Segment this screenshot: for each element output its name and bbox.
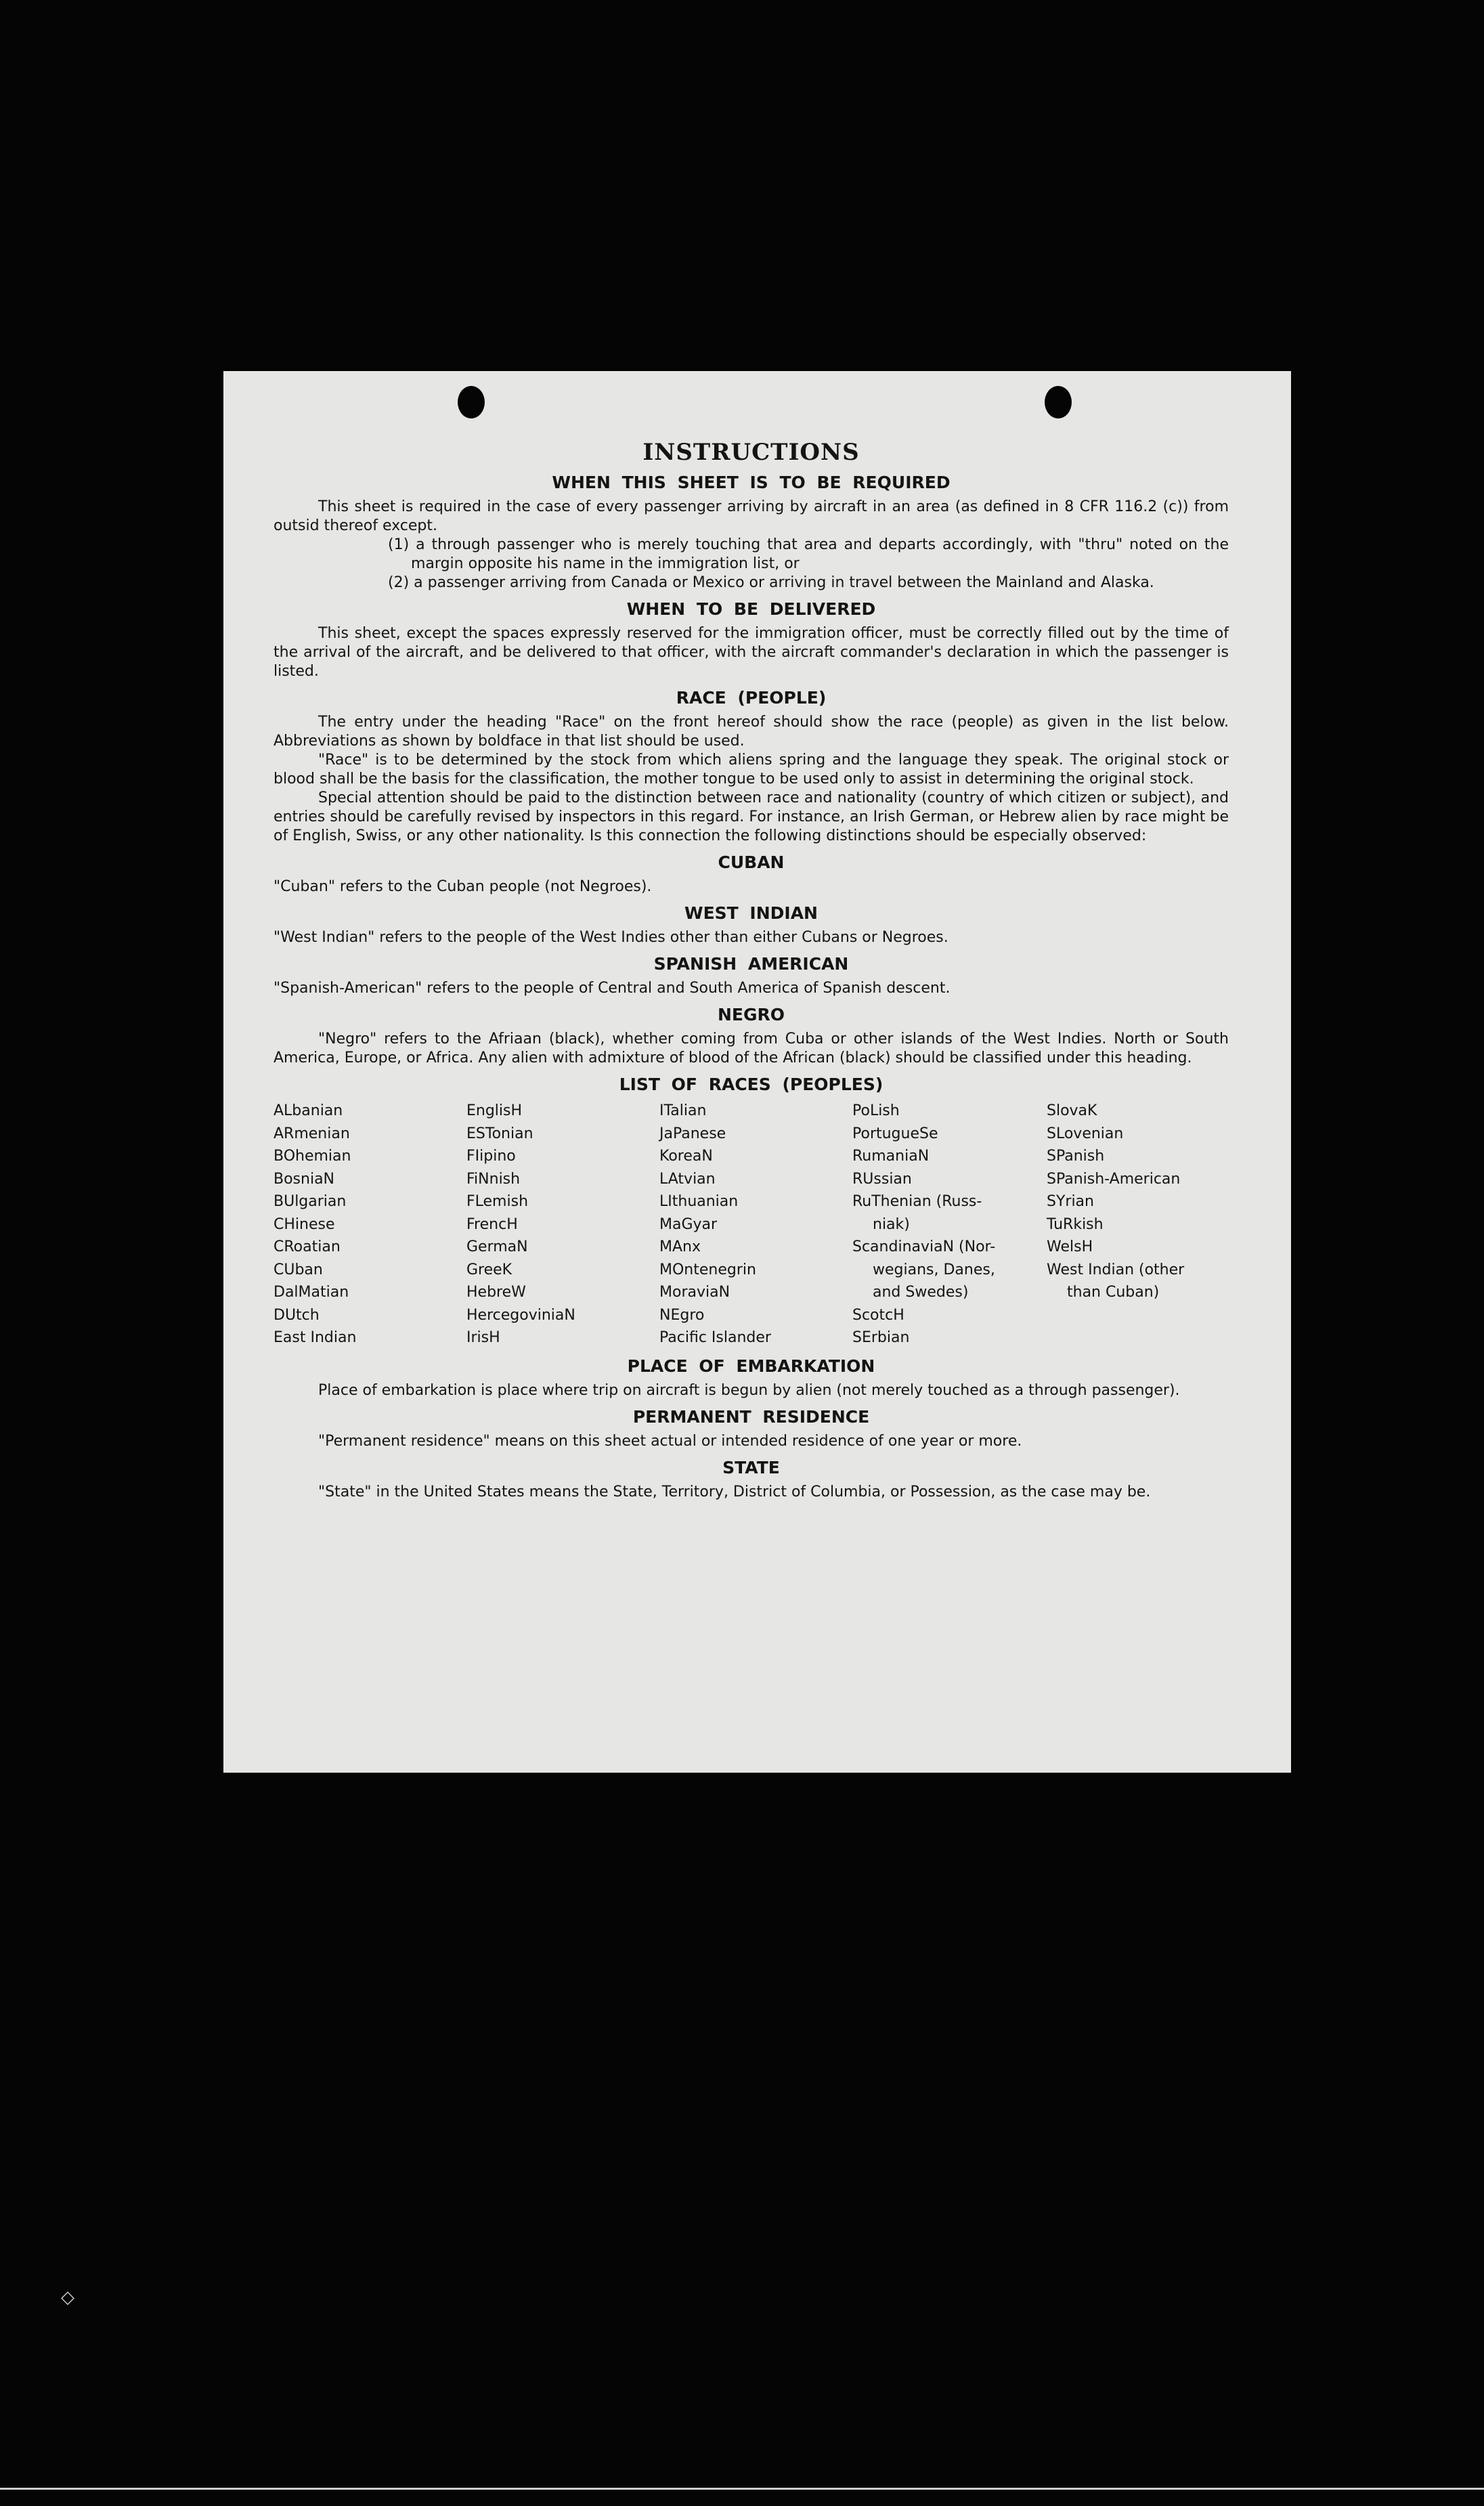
race-entry: WelsH — [1047, 1238, 1093, 1255]
race-entry: KoreaN — [659, 1148, 713, 1165]
race-entry: MaGyar — [659, 1215, 718, 1233]
state-text: "State" in the United States means the State, Territory, District of Columbia, or Possession, as the case may be. — [318, 1483, 1151, 1500]
race-entry: IrisH — [466, 1329, 500, 1346]
race-entry: HercegoviniaN — [466, 1306, 575, 1324]
race-entry: CRoatian — [274, 1238, 341, 1255]
race-entry: NEgro — [659, 1306, 705, 1324]
when-required-item-1: (1) a through passenger who is merely touching that area and departs accordingly, with "thru" noted on the margin opposite his name in the immigration list, or — [388, 536, 1229, 572]
race-entry: West Indian (other — [1047, 1261, 1185, 1278]
race-entry: PortugueSe — [852, 1125, 938, 1142]
race-column-4 — [852, 1100, 1047, 1349]
heading-when-required: WHEN THIS SHEET IS TO BE REQUIRED — [552, 473, 951, 492]
race-entry: LIthuanian — [659, 1193, 739, 1210]
spanish-american-text: "Spanish-American" refers to the people of Central and South America of Spanish descent. — [274, 980, 951, 997]
race-entry: MOntenegrin — [659, 1261, 756, 1278]
race-paragraph-1: The entry under the heading "Race" on the front hereof should show the race (people) as given in the list below. Abbreviations as shown by boldface in that list should be used. — [274, 714, 1229, 750]
race-entry: SlovaK — [1047, 1102, 1097, 1119]
scan-mark: ◇ — [61, 2287, 74, 2308]
heading-list-of-races: LIST OF RACES (PEOPLES) — [619, 1075, 883, 1094]
race-entry: FrencH — [466, 1215, 518, 1233]
race-entry: SPanish-American — [1047, 1170, 1181, 1188]
race-entry: EnglisH — [466, 1102, 523, 1119]
race-entry: MAnx — [659, 1238, 701, 1255]
race-column-3 — [659, 1100, 852, 1349]
cuban-text: "Cuban" refers to the Cuban people (not Negroes). — [274, 878, 652, 895]
race-entry: ESTonian — [466, 1125, 533, 1142]
race-entry: SLovenian — [1047, 1125, 1124, 1142]
race-entry: BUlgarian — [274, 1193, 347, 1210]
race-entry: MoraviaN — [659, 1284, 730, 1301]
heading-west-indian: WEST INDIAN — [684, 903, 818, 923]
list-of-races — [274, 1100, 1229, 1349]
race-column-2 — [466, 1100, 659, 1349]
race-entry: CUban — [274, 1261, 323, 1278]
heading-when-delivered: WHEN TO BE DELIVERED — [626, 599, 876, 619]
race-entry: PoLish — [852, 1102, 900, 1119]
when-required-item-2: (2) a passenger arriving from Canada or Mexico or arriving in travel between the Mainland and Alaska. — [388, 574, 1154, 591]
punch-hole-right — [1045, 386, 1072, 418]
race-entry: ITalian — [659, 1102, 707, 1119]
heading-embarkation: PLACE OF EMBARKATION — [627, 1356, 875, 1376]
race-entry: RumaniaN — [852, 1148, 930, 1165]
race-entry: ScotcH — [852, 1306, 904, 1324]
race-entry: CHinese — [274, 1215, 335, 1233]
heading-permanent-residence: PERMANENT RESIDENCE — [632, 1406, 870, 1427]
race-entry: SPanish — [1047, 1148, 1105, 1165]
embarkation-text: Place of embarkation is place where trip on aircraft is begun by alien (not merely touched as a through passenger). — [318, 1381, 1180, 1399]
punch-hole-left — [458, 386, 485, 418]
heading-state: STATE — [722, 1457, 780, 1477]
race-entry: FIipino — [466, 1148, 516, 1165]
heading-spanish-american: SPANISH AMERICAN — [653, 954, 849, 974]
race-entry: ScandinaviaN (Nor- — [852, 1238, 996, 1255]
race-entry: SYrian — [1047, 1193, 1094, 1210]
permanent-residence-text: "Permanent residence" means on this sheet actual or intended residence of one year or more. — [318, 1432, 1022, 1450]
race-column-1 — [274, 1100, 466, 1349]
heading-race: RACE (PEOPLE) — [676, 688, 827, 708]
race-entry: LAtvian — [659, 1170, 716, 1188]
negro-text: "Negro" refers to the Afriaan (black), whether coming from Cuba or other islands of the West Indies. North or South America, Europe, or Africa. Any alien with admixture of blood of the African (black) should be classified under this heading. — [274, 1031, 1229, 1066]
race-entry: niak) — [873, 1215, 910, 1233]
race-entry: DUtch — [274, 1306, 320, 1324]
race-entry: wegians, Danes, — [873, 1261, 995, 1278]
race-entry: HebreW — [466, 1284, 526, 1301]
race-paragraph-3: Special attention should be paid to the distinction between race and nationality (country of which citizen or subject), and entries should be carefully revised by inspectors in this regard. For instance, an Irish German, or Hebrew alien by race might be of English, Swiss, or any other nationality. Is this connection the following distinctions should be especially observed: — [274, 790, 1229, 844]
heading-cuban: CUBAN — [718, 852, 785, 872]
race-entry: BOhemian — [274, 1148, 351, 1165]
race-column-5 — [1047, 1100, 1229, 1349]
race-paragraph-2: "Race" is to be determined by the stock from which aliens spring and the language they speak. The original stock or blood shall be the basis for the classification, the mother tongue to be used only to assist in determining the original stock. — [274, 752, 1229, 787]
race-entry: than Cuban) — [1067, 1284, 1160, 1301]
race-entry: GreeK — [466, 1261, 512, 1278]
document-sheet — [223, 371, 1291, 1773]
race-entry: FiNnish — [466, 1170, 521, 1188]
heading-negro: NEGRO — [717, 1005, 785, 1024]
race-entry: ALbanian — [274, 1102, 343, 1119]
race-entry: RuThenian (Russ- — [852, 1193, 982, 1210]
race-entry: Pacific Islander — [659, 1329, 771, 1346]
when-delivered-text: This sheet, except the spaces expressly reserved for the immigration officer, must be correctly filled out by the time of the arrival of the aircraft, and be delivered to that officer, with the aircraft commander's declaration in which the passenger is listed. — [274, 625, 1229, 680]
race-entry: East Indian — [274, 1329, 357, 1346]
race-entry: BosniaN — [274, 1170, 335, 1188]
race-entry: FLemish — [466, 1193, 529, 1210]
race-entry: ARmenian — [274, 1125, 350, 1142]
race-entry: DalMatian — [274, 1284, 349, 1301]
scan-edge-line — [0, 2488, 1484, 2490]
race-entry: JaPanese — [659, 1125, 726, 1142]
race-entry: SErbian — [852, 1329, 910, 1346]
page-title: INSTRUCTIONS — [642, 439, 860, 466]
west-indian-text: "West Indian" refers to the people of the West Indies other than either Cubans or Negroes. — [274, 929, 948, 946]
race-entry: RUssian — [852, 1170, 912, 1188]
when-required-intro: This sheet is required in the case of every passenger arriving by aircraft in an area (as defined in 8 CFR 116.2 (c)) from outsid thereof except. — [274, 498, 1229, 534]
race-entry: GermaN — [466, 1238, 528, 1255]
race-entry: and Swedes) — [873, 1284, 969, 1301]
race-entry: TuRkish — [1047, 1215, 1104, 1233]
